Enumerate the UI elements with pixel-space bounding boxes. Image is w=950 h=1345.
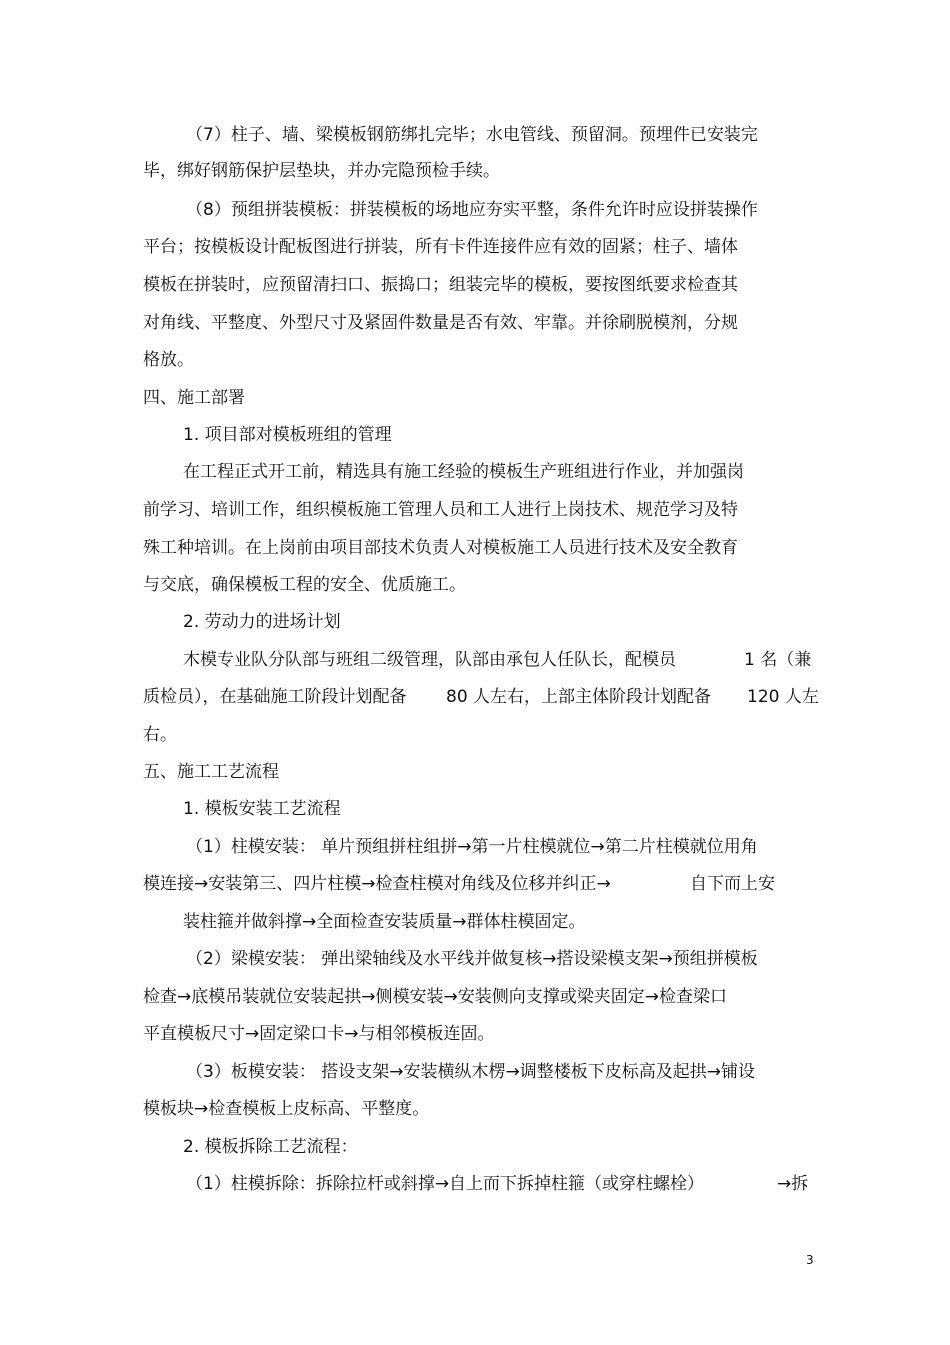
- text-line: 模板在拼装时，应预留清扫口、振捣口；组装完毕的模板，要按图纸要求检查其: [143, 275, 738, 295]
- text-line: →拆: [777, 1174, 809, 1194]
- text-line: 模连接→安装第三、四片柱模→检查柱模对角线及位移并纠正→: [143, 874, 611, 894]
- text-line: 质检员），在基础施工阶段计划配备: [143, 687, 407, 707]
- text-line: 120 人左: [747, 687, 819, 707]
- text-line: （8）预组拼装模板：拼装模板的场地应夯实平整，条件允许时应设拼装操作: [186, 200, 758, 220]
- text-line: 与交底，确保模板工程的安全、优质施工。: [143, 575, 466, 595]
- text-line: 装柱箍并做斜撑→全面检查安装质量→群体柱模固定。: [183, 912, 586, 932]
- text-line: 木模专业队分队部与班组二级管理，队部由承包人任队长，配模员: [183, 650, 676, 670]
- text-line: 平台；按模板设计配板图进行拼装，所有卡件连接件应有效的固紧；柱子、墙体: [143, 237, 738, 257]
- text-line: 自下而上安: [690, 874, 775, 894]
- subsection-heading: 1. 项目部对模板班组的管理: [183, 425, 392, 445]
- subsection-heading: 1. 模板安装工艺流程: [183, 799, 341, 819]
- text-line: （1）柱模拆除：拆除拉杆或斜撑→自上而下拆掉柱箍（或穿柱螺栓）: [186, 1174, 705, 1194]
- text-line: 检查→底模吊装就位安装起拱→侧模安装→安装侧向支撑或梁夹固定→检查梁口: [143, 987, 727, 1007]
- subsection-heading: 2. 模板拆除工艺流程：: [183, 1137, 358, 1157]
- section-heading: 四、施工部署: [143, 388, 245, 408]
- section-heading: 五、施工工艺流程: [143, 762, 279, 782]
- text-line: 在工程正式开工前，精选具有施工经验的模板生产班组进行作业，并加强岗: [183, 462, 744, 482]
- text-line: （7）柱子、墙、梁模板钢筋绑扎完毕；水电管线、预留洞。预埋件已安装完: [186, 125, 758, 145]
- text-line: （2）梁模安装： 弹出梁轴线及水平线并做复核→搭设梁模支架→预组拼模板: [186, 949, 758, 969]
- text-line: 前学习、培训工作，组织模板施工管理人员和工人进行上岗技术、规范学习及特: [143, 500, 738, 520]
- text-line: 80 人左右，上部主体阶段计划配备: [446, 687, 712, 707]
- text-line: 1 名（兼: [744, 650, 812, 670]
- text-line: 格放。: [143, 350, 194, 370]
- text-line: （3）板模安装： 搭设支架→安装横纵木楞→调整楼板下皮标高及起拱→铺设: [186, 1062, 755, 1082]
- text-line: 毕，绑好钢筋保护层垫块，并办完隐预检手续。: [143, 161, 500, 181]
- text-line: 模板块→检查模板上皮标高、平整度。: [143, 1099, 430, 1119]
- text-line: 殊工种培训。在上岗前由项目部技术负责人对模板施工人员进行技术及安全教育: [143, 538, 738, 558]
- text-line: 右。: [143, 725, 177, 745]
- text-line: 对角线、平整度、外型尺寸及紧固件数量是否有效、牢靠。并徐刷脱模剂，分规: [143, 313, 738, 333]
- text-line: （1）柱模安装： 单片预组拼柱组拼→第一片柱模就位→第二片柱模就位用角: [186, 837, 758, 857]
- text-line: 平直模板尺寸→固定梁口卡→与相邻模板连固。: [143, 1024, 495, 1044]
- subsection-heading: 2. 劳动力的进场计划: [183, 612, 341, 632]
- page-number: 3: [806, 1253, 814, 1267]
